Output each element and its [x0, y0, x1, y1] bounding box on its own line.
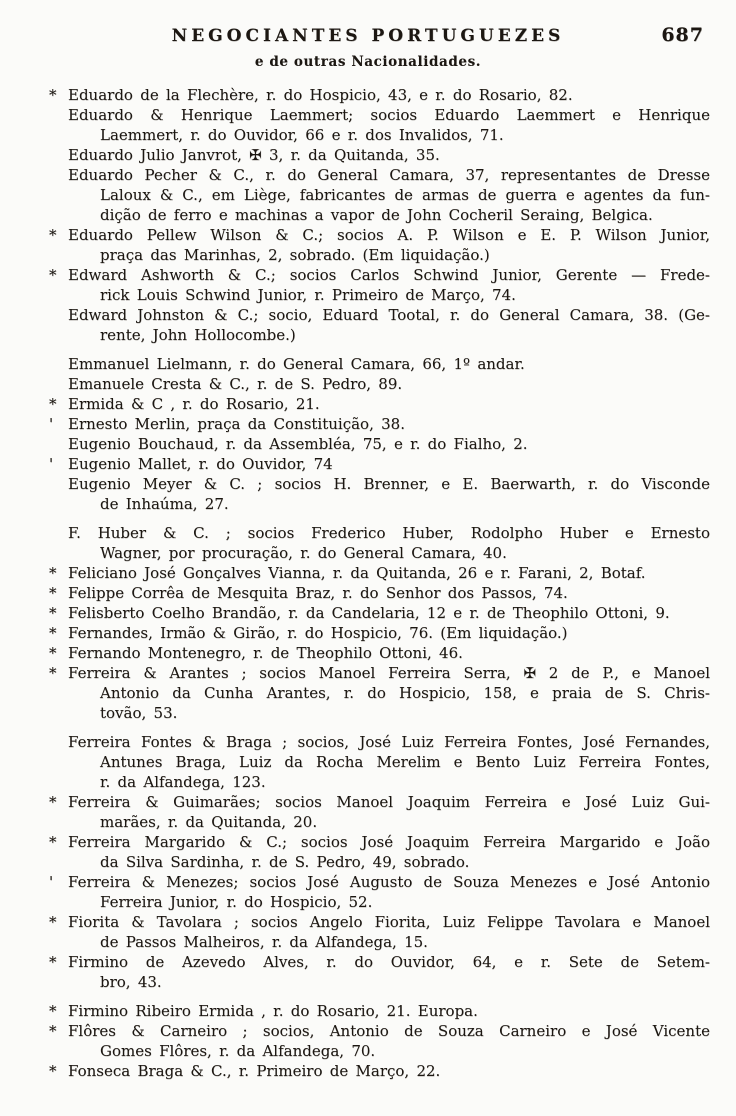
- directory-entry: [36, 305, 710, 345]
- entry-line: bro, 43.: [100, 973, 162, 991]
- page-number: 687: [661, 24, 704, 46]
- entry-line: Ernesto Merlin, praça da Constituição, 38.: [68, 415, 405, 433]
- entry-line: Antonio da Cunha Arantes, r. do Hospicio, 158, e praia de S. Chris-: [100, 684, 710, 702]
- entry-line: de Passos Malheiros, r. da Alfandega, 15.: [100, 933, 428, 951]
- directory-entry: [36, 792, 710, 832]
- entry-marker: *: [49, 564, 57, 582]
- entry-line: Eugenio Meyer & C. ; socios H. Brenner, e E. Baerwarth, r. do Visconde: [68, 475, 710, 493]
- entry-line: Ferreira & Arantes ; socios Manoel Ferreira Serra, ✠ 2 de P., e Manoel: [68, 664, 710, 682]
- entry-line: Feliciano José Gonçalves Vianna, r. da Quitanda, 26 e r. Farani, 2, Botaf.: [68, 564, 646, 582]
- directory-entry: [36, 583, 710, 603]
- directory-entry: [36, 603, 710, 623]
- entry-line: r. da Alfandega, 123.: [100, 773, 266, 791]
- entry-line: Eugenio Mallet, r. do Ouvidor, 74: [68, 455, 333, 473]
- directory-entry: [36, 643, 710, 663]
- directory-entry: [36, 912, 710, 952]
- directory-entry: [36, 105, 710, 145]
- entry-line: Firmino de Azevedo Alves, r. do Ouvidor, 64, e r. Sete de Setem-: [68, 953, 710, 971]
- entry-line: marães, r. da Quitanda, 20.: [100, 813, 318, 831]
- directory-entry: [36, 832, 710, 872]
- entry-line: Fernando Montenegro, r. de Theophilo Ottoni, 46.: [68, 644, 463, 662]
- entry-line: Eduardo Pellew Wilson & C.; socios A. P. Wilson e E. P. Wilson Junior,: [68, 226, 710, 244]
- directory-entry: [36, 454, 710, 474]
- directory-entry: [36, 1021, 710, 1061]
- entry-line: tovão, 53.: [100, 704, 178, 722]
- entry-line: Fernandes, Irmão & Girão, r. do Hospicio, 76. (Em liquidação.): [68, 624, 568, 642]
- entry-line: da Silva Sardinha, r. de S. Pedro, 49, sobrado.: [100, 853, 470, 871]
- directory-entry: [36, 414, 710, 434]
- directory-entry: [36, 394, 710, 414]
- page-subtitle: e de outras Nacionalidades.: [254, 54, 482, 70]
- directory-entry: [36, 145, 710, 165]
- entry-marker: *: [49, 644, 57, 662]
- entry-line: Eduardo Pecher & C., r. do General Camara, 37, representantes de Dresse: [68, 166, 710, 184]
- entry-line: Eduardo Julio Janvrot, ✠ 3, r. da Quitanda, 35.: [68, 146, 440, 164]
- directory-entry: [36, 225, 710, 265]
- directory-entry: [36, 1061, 710, 1081]
- entry-line: rick Louis Schwind Junior, r. Primeiro de Março, 74.: [100, 286, 516, 304]
- entry-line: Edward Ashworth & C.; socios Carlos Schwind Junior, Gerente — Frede-: [68, 266, 710, 284]
- directory-entry: [36, 434, 710, 454]
- entry-marker: *: [49, 604, 57, 622]
- entry-line: Ermida & C , r. do Rosario, 21.: [68, 395, 320, 413]
- entry-line: Eduardo & Henrique Laemmert; socios Eduardo Laemmert e Henrique: [68, 106, 710, 124]
- entry-marker: *: [49, 913, 57, 931]
- entry-marker: *: [49, 1062, 57, 1080]
- entry-marker: *: [49, 1002, 57, 1020]
- page-header: [0, 0, 736, 46]
- entry-line: Flôres & Carneiro ; socios, Antonio de Souza Carneiro e José Vicente: [68, 1022, 710, 1040]
- directory-entry: [36, 732, 710, 792]
- entry-marker: *: [49, 624, 57, 642]
- entry-marker: *: [49, 793, 57, 811]
- entry-line: Laloux & C., em Liège, fabricantes de armas de guerra e agentes da fun-: [100, 186, 710, 204]
- entry-marker: *: [49, 833, 57, 851]
- directory-entry: [36, 354, 710, 374]
- directory-entry: [36, 523, 710, 563]
- entry-line: de Inhaúma, 27.: [100, 495, 229, 513]
- entry-line: Felippe Corrêa de Mesquita Braz, r. do Senhor dos Passos, 74.: [68, 584, 568, 602]
- entry-line: Felisberto Coelho Brandão, r. da Candelaria, 12 e r. de Theophilo Ottoni, 9.: [68, 604, 670, 622]
- directory-entry: [36, 563, 710, 583]
- entry-line: Ferreira Margarido & C.; socios José Joaquim Ferreira Margarido e João: [68, 833, 710, 851]
- entry-marker: *: [49, 584, 57, 602]
- directory-entries: [36, 85, 710, 1081]
- entry-line: dição de ferro e machinas a vapor de John Cocheril Seraing, Belgica.: [100, 206, 653, 224]
- directory-entry: [36, 85, 710, 105]
- entry-marker: ': [49, 873, 54, 891]
- entry-marker: ': [49, 415, 54, 433]
- entry-line: Ferreira Junior, r. do Hospicio, 52.: [100, 893, 373, 911]
- entry-marker: *: [49, 395, 57, 413]
- entry-line: Ferreira & Menezes; socios José Augusto de Souza Menezes e José Antonio: [68, 873, 710, 891]
- entry-line: Fiorita & Tavolara ; socios Angelo Fiorita, Luiz Felippe Tavolara e Manoel: [68, 913, 710, 931]
- directory-entry: [36, 374, 710, 394]
- entry-line: Wagner, por procuração, r. do General Camara, 40.: [100, 544, 507, 562]
- entry-line: Edward Johnston & C.; socio, Eduard Tootal, r. do General Camara, 38. (Ge-: [68, 306, 710, 324]
- entry-line: Ferreira Fontes & Braga ; socios, José Luiz Ferreira Fontes, José Fernandes,: [68, 733, 710, 751]
- entry-line: Ferreira & Guimarães; socios Manoel Joaquim Ferreira e José Luiz Gui-: [68, 793, 710, 811]
- entry-line: Eugenio Bouchaud, r. da Assembléa, 75, e r. do Fialho, 2.: [68, 435, 528, 453]
- page-title: NEGOCIANTES PORTUGUEZES: [171, 26, 565, 46]
- entry-line: praça das Marinhas, 2, sobrado. (Em liquidação.): [100, 246, 490, 264]
- entry-marker: *: [49, 1022, 57, 1040]
- entry-line: rente, John Hollocombe.): [100, 326, 296, 344]
- entry-marker: *: [49, 953, 57, 971]
- entry-line: Fonseca Braga & C., r. Primeiro de Março, 22.: [68, 1062, 441, 1080]
- entry-line: Antunes Braga, Luiz da Rocha Merelim e Bento Luiz Ferreira Fontes,: [100, 753, 710, 771]
- entry-line: Gomes Flôres, r. da Alfandega, 70.: [100, 1042, 376, 1060]
- entry-line: Emmanuel Lielmann, r. do General Camara, 66, 1º andar.: [68, 355, 525, 373]
- directory-entry: [36, 1001, 710, 1021]
- entry-line: F. Huber & C. ; socios Frederico Huber, Rodolpho Huber e Ernesto: [68, 524, 710, 542]
- directory-entry: [36, 872, 710, 912]
- entry-marker: *: [49, 226, 57, 244]
- entry-marker: *: [49, 266, 57, 284]
- entry-line: Eduardo de la Flechère, r. do Hospicio, 43, e r. do Rosario, 82.: [68, 86, 573, 104]
- directory-entry: [36, 952, 710, 992]
- entry-line: Firmino Ribeiro Ermida , r. do Rosario, 21. Europa.: [68, 1002, 478, 1020]
- entry-line: Laemmert, r. do Ouvidor, 66 e r. dos Invalidos, 71.: [100, 126, 504, 144]
- directory-entry: [36, 474, 710, 514]
- directory-entry: [36, 265, 710, 305]
- entry-marker: *: [49, 86, 57, 104]
- directory-entry: [36, 663, 710, 723]
- entry-marker: *: [49, 664, 57, 682]
- entry-marker: ': [49, 455, 54, 473]
- entry-line: Emanuele Cresta & C., r. de S. Pedro, 89.: [68, 375, 403, 393]
- directory-entry: [36, 623, 710, 643]
- directory-entry: [36, 165, 710, 225]
